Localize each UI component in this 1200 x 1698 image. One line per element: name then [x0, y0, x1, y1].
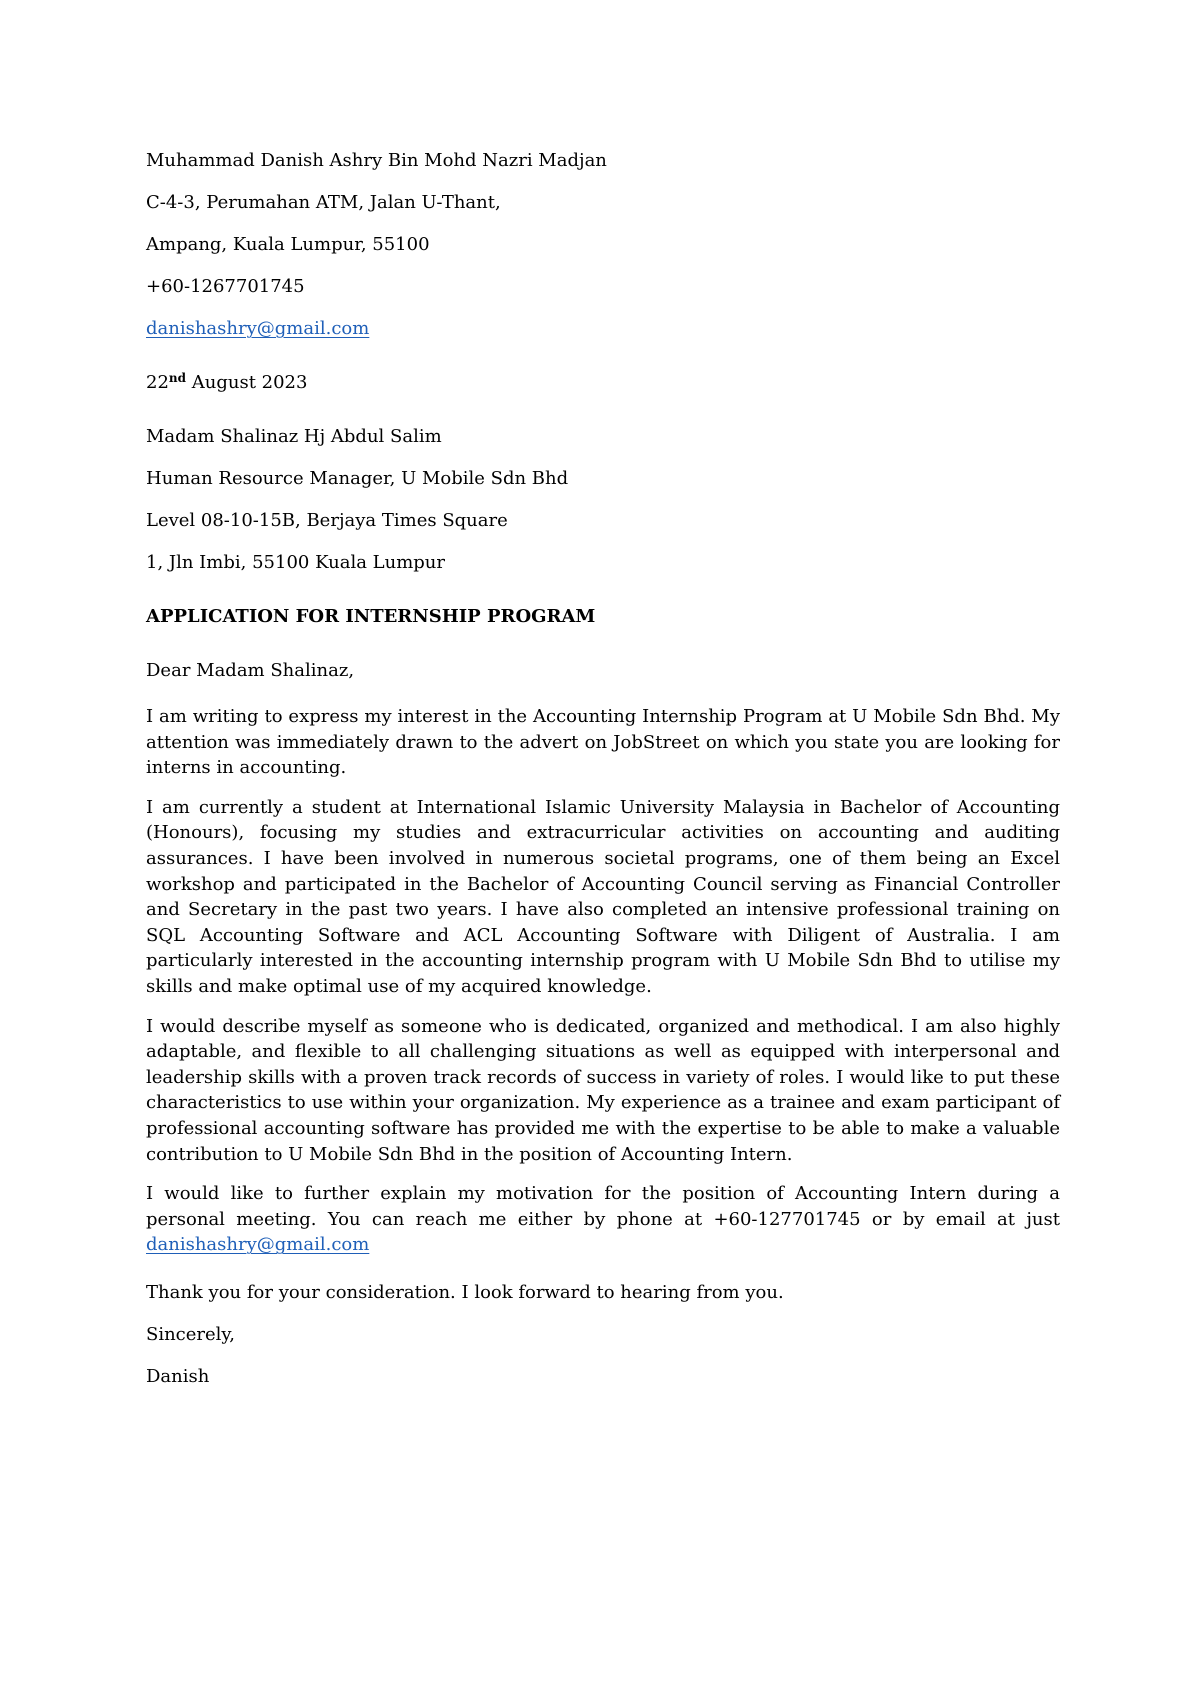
- contact-text: I would like to further explain my motivation for the position of Accounting Intern during a personal meeting. You can reach me either by phone at +60-127701745 or by email at just: [146, 1183, 1060, 1230]
- letter-subject: APPLICATION FOR INTERNSHIP PROGRAM: [146, 606, 596, 627]
- spacer: [146, 692, 1060, 704]
- closing-line: Thank you for your consideration. I look forward to hearing from you.: [146, 1281, 784, 1303]
- date-rest: August 2023: [186, 372, 308, 393]
- sender-email-line: [146, 308, 1060, 350]
- contact-email-link[interactable]: danishashry@gmail.com: [146, 1234, 370, 1256]
- body-paragraph-2: I am currently a student at International Islamic University Malaysia in Bachelor of Accounting (Honours), focusing my studies and extracurricular activities on accounting and auditing assurances. I have been involved in numerous societal programs, one of them being an Excel workshop and participated in the Bachelor of Accounting Council serving as Financial Controller and Secretary in the past two years. I have also completed an intensive professional training on SQL Accounting Software and ACL Accounting Software with Diligent of Australia. I am particularly interested in the accounting internship program with U Mobile Sdn Bhd to utilise my skills and make optimal use of my acquired knowledge.: [146, 796, 1060, 997]
- letter-date: [146, 362, 1060, 404]
- sender-email-link[interactable]: danishashry@gmail.com: [146, 318, 370, 339]
- sender-address-line2: Ampang, Kuala Lumpur, 55100: [146, 234, 430, 255]
- date-day: 22: [146, 372, 169, 393]
- body-paragraph-1: I am writing to express my interest in the Accounting Internship Program at U Mobile Sdn Bhd. My attention was immediately drawn to the advert on JobStreet on which you state you are looking for interns in accounting.: [146, 706, 1060, 779]
- spacer: [146, 584, 1060, 596]
- body-paragraph-3: I would describe myself as someone who is dedicated, organized and methodical. I am also highly adaptable, and flexible to all challenging situations as well as equipped with interpersonal and leadership skills with a proven track records of success in variety of roles. I would like to put these characteristics to use within your organization. My experience as a trainee and exam participant of professional accounting software has provided me with the expertise to be able to make a valuable contribution to U Mobile Sdn Bhd in the position of Accounting Intern.: [146, 1015, 1060, 1165]
- letter-page: [146, 140, 1060, 1398]
- spacer: [146, 638, 1060, 650]
- sender-address-line1: C-4-3, Perumahan ATM, Jalan U-Thant,: [146, 192, 501, 213]
- recipient-name: Madam Shalinaz Hj Abdul Salim: [146, 426, 442, 447]
- sender-name: Muhammad Danish Ashry Bin Mohd Nazri Madjan: [146, 150, 607, 171]
- contact-paragraph: [146, 1181, 1060, 1258]
- signature-name: Danish: [146, 1365, 210, 1387]
- recipient-address-line1: Level 08-10-15B, Berjaya Times Square: [146, 510, 508, 531]
- date-suffix: nd: [168, 371, 187, 385]
- spacer: [146, 404, 1060, 416]
- recipient-title: Human Resource Manager, U Mobile Sdn Bhd: [146, 468, 569, 489]
- salutation: Dear Madam Shalinaz,: [146, 660, 355, 681]
- recipient-address-line2: 1, Jln Imbi, 55100 Kuala Lumpur: [146, 552, 445, 573]
- spacer: [146, 350, 1060, 362]
- sender-phone: +60-1267701745: [146, 276, 305, 297]
- signoff: Sincerely,: [146, 1323, 235, 1345]
